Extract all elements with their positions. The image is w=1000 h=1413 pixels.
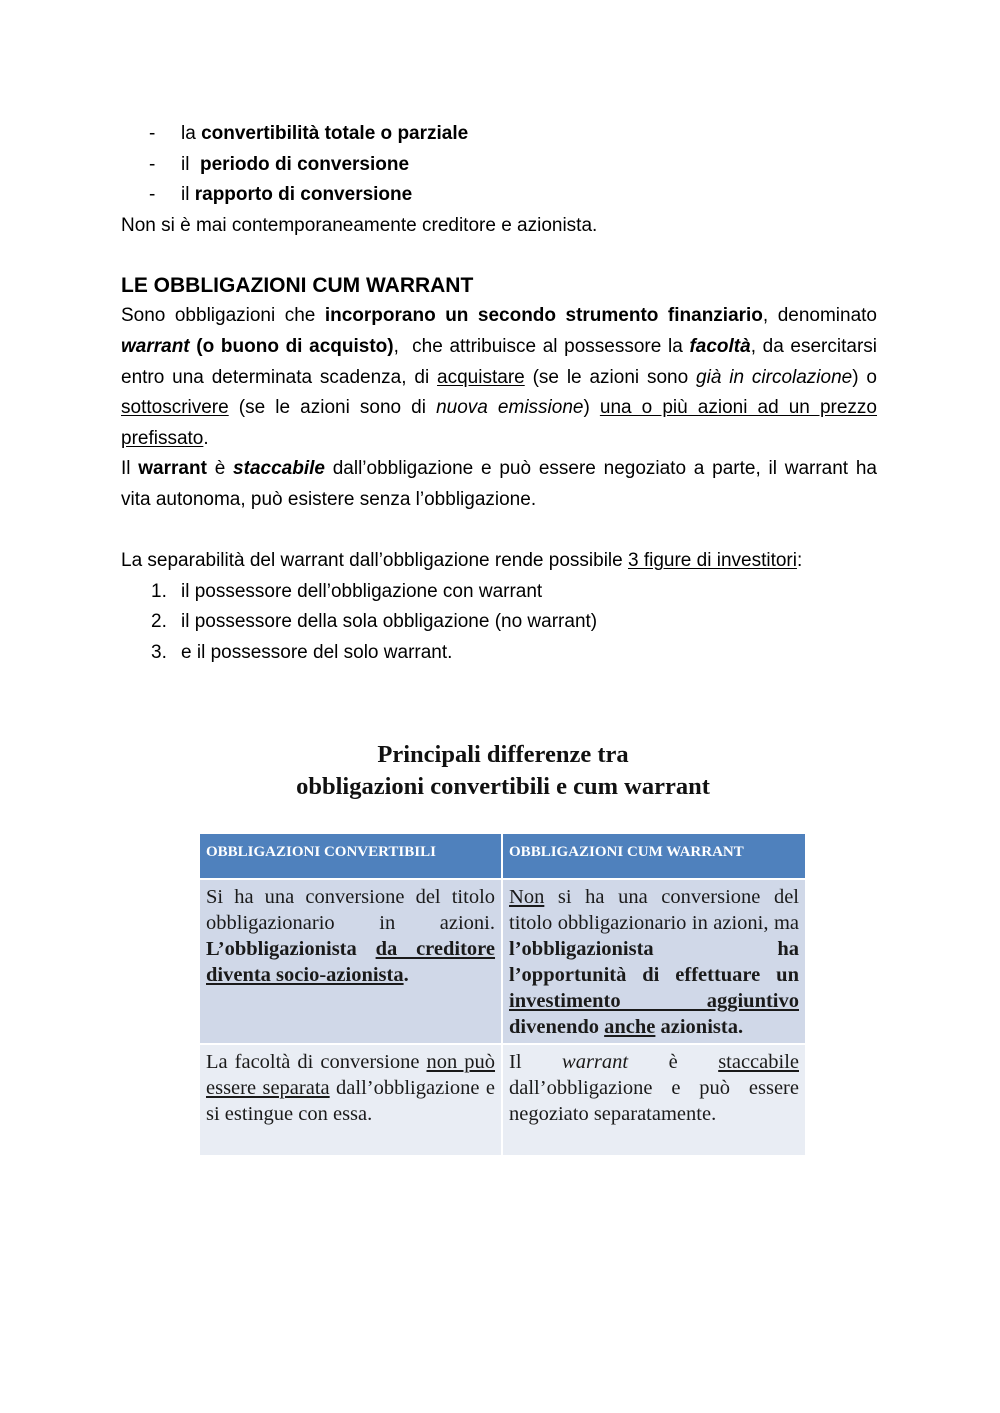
table-cell: Il warrant è staccabile dall’obbligazione e può essere negoziato separatamente.: [502, 1044, 806, 1156]
table-cell: Si ha una conversione del titolo obbligazionario in azioni. L’obbligazionista da creditore diventa socio-azionista.: [199, 879, 502, 1044]
figure-title-line: Principali differenze tra: [377, 741, 629, 768]
list-item: [121, 607, 877, 638]
section-title: LE OBBLIGAZIONI CUM WARRANT: [121, 274, 474, 298]
list-marker: -: [149, 184, 156, 206]
column-header-convertibili: OBBLIGAZIONI CONVERTIBILI: [199, 833, 502, 879]
paragraph-definition: Sono obbligazioni che incorporano un secondo strumento finanziario, denominato warrant (o buono di acquisto), che attribuisce al possessore la facoltà, da esercitarsi entro una determinata scadenza, di acquistare (se le azioni sono già in circolazione) o sottoscrivere (se le azioni sono di nuova emissione) una o più azioni ad un prezzo prefissato.: [121, 305, 877, 449]
list-item-text: il: [181, 153, 200, 175]
list-item-text: il: [181, 184, 195, 206]
document-page: [121, 119, 877, 669]
intro-note: Non si è mai contemporaneamente creditore e azionista.: [121, 214, 598, 236]
investors-list: [121, 577, 877, 669]
table-cell: La facoltà di conversione non può essere separata dall’obbligazione e si estingue con essa.: [199, 1044, 502, 1156]
list-marker: -: [149, 123, 156, 144]
table-row: [199, 879, 806, 1044]
conversion-features-list: [121, 119, 877, 211]
list-item: [121, 638, 877, 669]
paragraph-spacer: [121, 516, 877, 547]
paragraph-investors-intro: La separabilità del warrant dall’obbligazione rende possibile 3 figure di investitori:: [121, 550, 803, 572]
list-item: [121, 577, 877, 608]
list-number: 3.: [151, 641, 167, 663]
list-number: 1.: [151, 580, 167, 602]
table-cell: Non si ha una conversione del titolo obbligazionario in azioni, ma l’obbligazionista ha l’opportunità di effettuare un investimento aggiuntivo divenendo anche azionista.: [502, 879, 806, 1044]
list-item-text: il possessore della sola obbligazione (no warrant): [181, 611, 598, 633]
list-item-text: la: [181, 123, 202, 144]
figure-title-line: obbligazioni convertibili e cum warrant: [296, 773, 710, 800]
list-item: [121, 119, 877, 150]
list-item-bold: periodo di conversione: [200, 153, 410, 175]
list-item: [121, 180, 877, 211]
list-item-bold: rapporto di conversione: [194, 184, 413, 206]
column-header-cum-warrant: OBBLIGAZIONI CUM WARRANT: [502, 833, 806, 879]
list-marker: -: [149, 153, 156, 175]
figure-title: [200, 739, 806, 803]
list-item-bold: convertibilità totale o parziale: [201, 123, 469, 144]
comparison-table: [198, 832, 807, 1157]
table-row: [199, 1044, 806, 1156]
list-item: [121, 150, 877, 181]
list-number: 2.: [151, 611, 167, 633]
table-header-row: [199, 833, 806, 879]
list-item-text: e il possessore del solo warrant.: [181, 641, 453, 663]
paragraph-warrant-detachable: Il warrant è staccabile dall’obbligazione e può essere negoziato a parte, il warrant ha vita autonoma, può esistere senza l’obbligazione.: [121, 458, 877, 510]
list-item-text: il possessore dell’obbligazione con warrant: [181, 580, 543, 602]
